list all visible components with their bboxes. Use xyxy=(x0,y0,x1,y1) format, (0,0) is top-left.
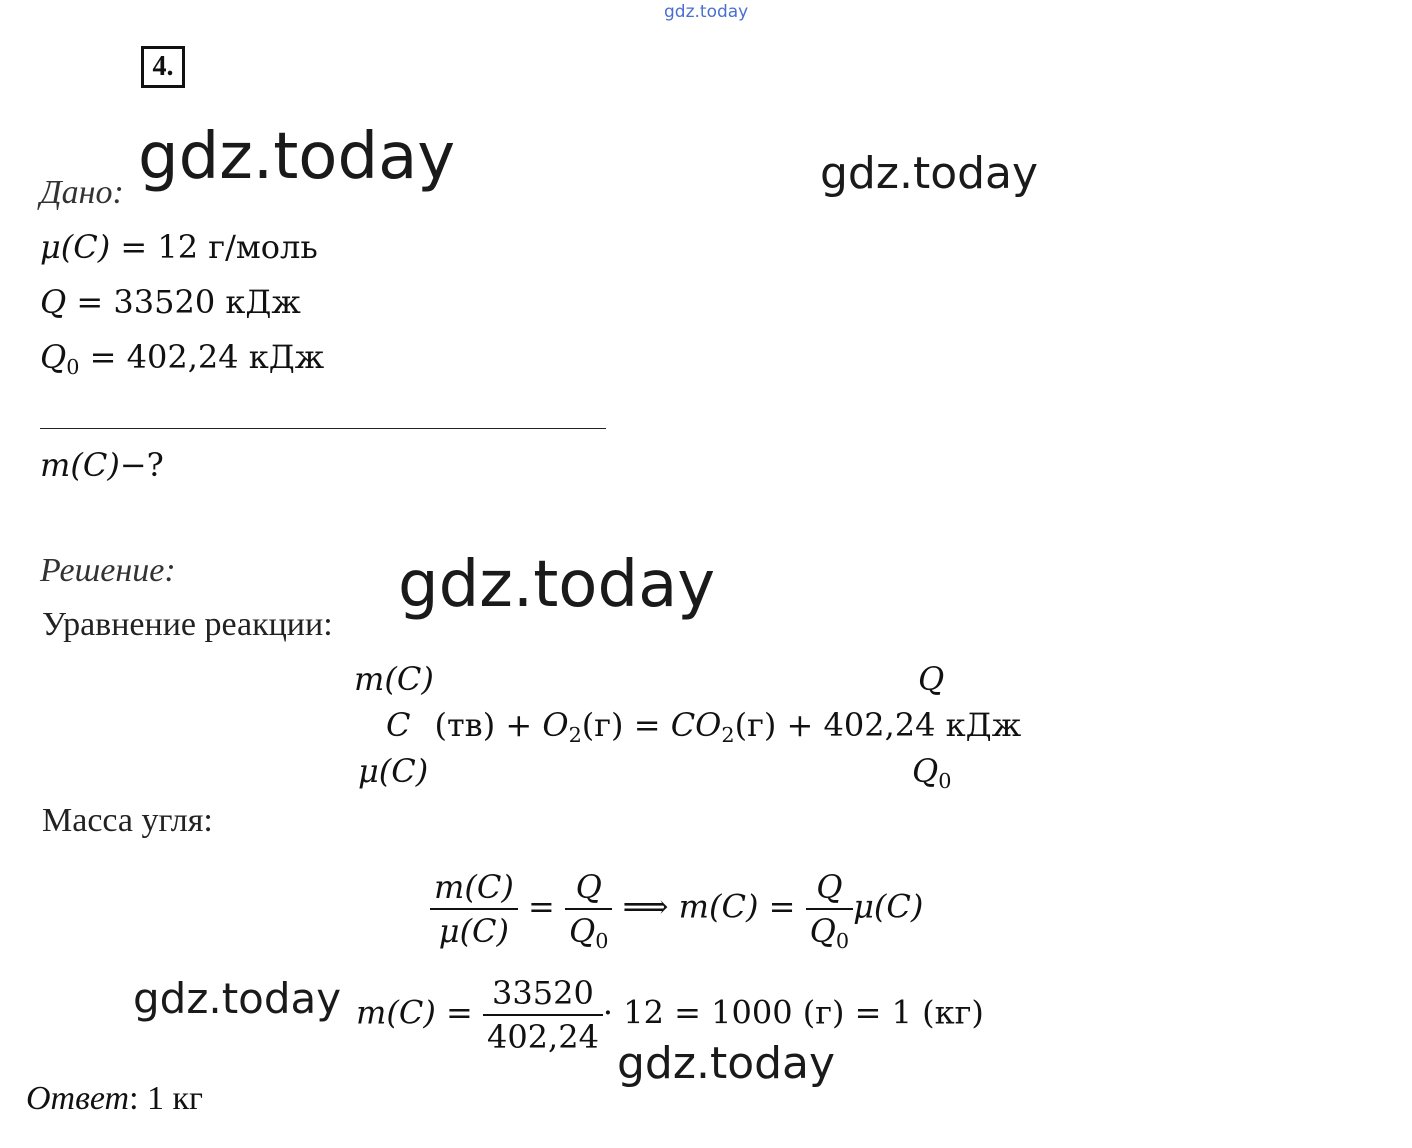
answer-line xyxy=(26,1080,203,1118)
carbon: C xyxy=(386,706,411,744)
mass-label: Масса угля: xyxy=(42,802,213,839)
calc-lhs: m(C) xyxy=(356,993,436,1032)
find-line xyxy=(40,446,164,484)
watermark-4: gdz.today xyxy=(133,974,342,1023)
fraction-num: Q xyxy=(806,868,853,910)
carbon-dioxide-sub: 2 xyxy=(721,723,735,748)
q0-var: Q xyxy=(40,338,67,376)
carbon-phase: (тв) + xyxy=(434,706,543,744)
solution-heading: Решение: xyxy=(40,552,176,589)
watermark-top: gdz.today xyxy=(664,2,749,22)
fraction-den xyxy=(806,910,853,954)
fraction-num: m(C) xyxy=(430,868,518,910)
q0-value: = 402,24 кДж xyxy=(79,338,325,376)
oxygen-phase: (г) = xyxy=(581,706,671,744)
oxygen: O xyxy=(542,706,569,744)
reaction-equation xyxy=(386,706,1022,748)
q-var: Q xyxy=(40,283,67,321)
calc-den: 402,24 xyxy=(486,1018,599,1056)
given-heading: Дано: xyxy=(40,174,124,211)
given-q0 xyxy=(40,338,325,380)
implies-symbol: ⟹ xyxy=(612,887,679,926)
watermark-2: gdz.today xyxy=(820,148,1039,199)
mass-formula xyxy=(430,868,924,954)
fraction-m-over-mu xyxy=(430,868,518,950)
formula-lhs: m(C) xyxy=(678,887,759,926)
below-heat-sub: 0 xyxy=(938,769,952,794)
find-question: −? xyxy=(119,446,164,484)
calc-rest: · 12 = 1000 (г) = 1 (кг) xyxy=(602,993,984,1032)
calc-num: 33520 xyxy=(483,974,603,1016)
mu-value: = 12 г/моль xyxy=(110,228,318,266)
q-value: = 33520 кДж xyxy=(66,283,301,321)
reaction-above-heat: Q xyxy=(918,660,945,698)
answer-label: Ответ xyxy=(26,1080,130,1117)
given-mu xyxy=(40,228,318,266)
given-divider xyxy=(40,428,606,429)
answer-value: : 1 кг xyxy=(129,1080,203,1117)
fraction-den: μ(C) xyxy=(438,912,510,950)
problem-number: 4. xyxy=(141,46,185,88)
reaction-label: Уравнение реакции: xyxy=(42,606,333,643)
calc-equals: = xyxy=(435,993,483,1032)
watermark-5: gdz.today xyxy=(617,1038,836,1089)
given-q xyxy=(40,283,301,321)
watermark-1: gdz.today xyxy=(138,120,456,194)
oxygen-sub: 2 xyxy=(568,723,582,748)
find-var: m(C) xyxy=(40,446,120,484)
fraction-q-over-q0 xyxy=(565,868,612,954)
carbon-dioxide-phase: (г) + 402,24 кДж xyxy=(734,706,1022,744)
fraction-num: Q xyxy=(565,868,612,910)
den-sub: 0 xyxy=(595,929,609,954)
den-var: Q xyxy=(809,912,836,950)
calc-fraction xyxy=(483,974,603,1056)
mass-calculation xyxy=(356,974,984,1056)
carbon-dioxide: CO xyxy=(670,706,722,744)
reaction-above-c: m(C) xyxy=(354,660,434,698)
fraction-den xyxy=(565,910,612,954)
den-var: Q xyxy=(568,912,596,950)
q0-sub: 0 xyxy=(66,355,80,380)
mu-var: μ(C) xyxy=(40,228,111,266)
fraction-q-over-q0-2 xyxy=(806,868,853,954)
equals-1: = xyxy=(517,887,565,926)
reaction-below-heat xyxy=(912,752,952,794)
watermark-3: gdz.today xyxy=(398,548,716,622)
reaction-below-c: μ(C) xyxy=(358,752,429,790)
equals-2: = xyxy=(758,887,806,926)
formula-tail: μ(C) xyxy=(853,887,924,926)
den-sub: 0 xyxy=(835,929,850,954)
below-heat-var: Q xyxy=(912,752,939,790)
